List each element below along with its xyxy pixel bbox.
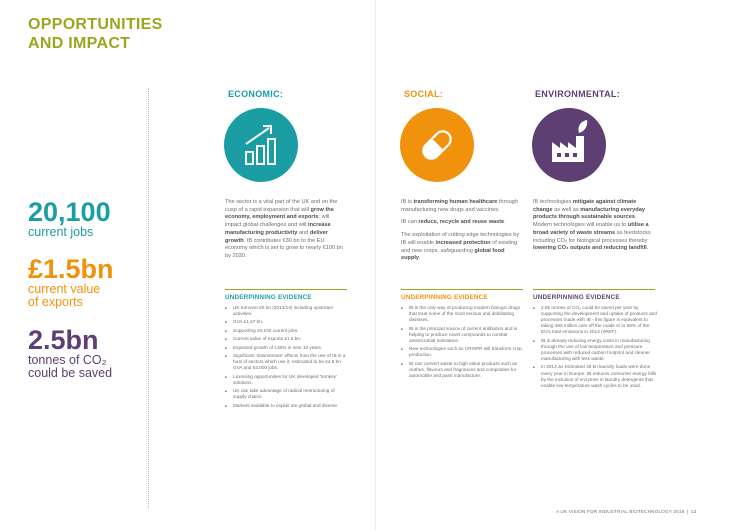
social-evidence-list	[401, 305, 523, 381]
list-item: ■ Licensing opportunities for UK developed 'turnkey' solutions.	[225, 374, 347, 386]
page-footer	[556, 509, 696, 514]
economic-evidence-heading: UNDERPINNING EVIDENCE	[225, 294, 312, 301]
text-run: and	[297, 229, 310, 236]
stat-exports-label-line-2: of exports	[28, 295, 83, 309]
footer-text: A UK VISION FOR INDUSTRIAL BIOTECHNOLOGY 2016	[556, 509, 685, 514]
text-run: . Modern technologies will enable us to	[533, 214, 637, 229]
economic-icon-circle	[224, 108, 298, 182]
list-item: ■ IB is the principal source of current antibiotics and is helping to produce novel compounds to combat antimicrobial resistance.	[401, 326, 523, 344]
social-evidence-heading: UNDERPINNING EVIDENCE	[401, 294, 488, 301]
bold-phrase: reduce, recycle and reuse waste	[418, 219, 505, 226]
environmental-evidence-heading: UNDERPINNING EVIDENCE	[533, 294, 620, 301]
environmental-icon-circle	[532, 108, 606, 182]
page-number: 13	[690, 509, 697, 514]
stat-co2-label-line-2: could be saved	[28, 366, 113, 380]
bold-phrase: utilise a broad variety of waste streams	[533, 222, 649, 236]
bold-phrase: lowering CO₂ outputs and reducing landfill	[533, 245, 647, 252]
page-title-line-1: OPPORTUNITIES	[28, 16, 163, 33]
bold-phrase: increase manufacturing productivity	[225, 222, 331, 236]
list-item: ■ Significant 'downstream' effects from the use of IB in a host of sectors which use it, estimated to be £4.5 bn GVA and 63,000 jobs.	[225, 353, 347, 371]
text-run: ; will impact global challenges and will	[225, 214, 330, 229]
text-run: through manufacturing new drugs and vaccines.	[401, 199, 518, 213]
stats-divider	[148, 88, 149, 508]
bold-phrase: grow the economy, employment and exports	[225, 206, 334, 221]
economic-evidence-rule	[225, 289, 347, 290]
list-item: ■ Current value of exports £1.5 bn.	[225, 336, 347, 342]
bold-phrase: deliver growth	[225, 229, 328, 244]
text-run: The sector is a vital part of the UK and on the cusp of a rapid expansion that will	[225, 199, 338, 213]
social-heading: SOCIAL:	[404, 89, 444, 99]
stat-exports	[28, 255, 114, 309]
page-title	[28, 15, 163, 53]
list-item: ■ IB can convert waste to high value products such as clothes, flavours and fragrances and composites for automobile and paint manufacture.	[401, 361, 523, 379]
list-item: ■ IB is already reducing energy costs in manufacturing through the use of low temperature and pressure processes with reduced carbon footprint and cleaner manufacturing with less waste.	[533, 338, 657, 362]
list-item: ■ IB is the only way of producing modern biologic drugs that treat some of the most serious and debilitating diseases.	[401, 305, 523, 323]
bold-phrase: global food supply	[401, 247, 505, 262]
economic-evidence-list	[225, 305, 347, 411]
economic-paragraph	[225, 199, 343, 266]
page-spread-divider	[375, 0, 376, 530]
social-icon-circle	[400, 108, 474, 182]
stat-co2	[28, 326, 112, 380]
text-run: .	[504, 219, 506, 226]
stat-exports-value: £1.5bn	[28, 254, 114, 284]
text-run: The exploitation of cutting edge technologies by IB will enable	[401, 232, 520, 246]
page-title-line-2: AND IMPACT	[28, 35, 131, 52]
capsule-pill-icon	[400, 108, 474, 182]
stat-jobs-label: current jobs	[28, 225, 94, 239]
text-run: . IB contributes €30 bn to the EU economy which is set to grow to nearly €100 bn by 2030.	[225, 237, 343, 259]
stat-co2-label-line-1: tonnes of CO₂	[28, 353, 107, 367]
list-item: ■ Markets available to exploit are global and diverse.	[225, 403, 347, 409]
bold-phrase: manufacturing everyday products through sustainable sources	[533, 206, 645, 221]
list-item: ■ Supporting 20,100 current jobs.	[225, 328, 347, 334]
environmental-evidence-list	[533, 305, 657, 391]
list-item: ■ UK turnover £5 bn (2013/14) including upstream activities.	[225, 305, 347, 317]
bold-phrase: increased protection	[435, 239, 491, 246]
text-run: IB is	[401, 199, 414, 205]
list-item: ■ 2.5b tonnes of CO₂ could be saved per year by supporting the development and uptake of products and processes made with IB - this figure is equivalent to taking 490 million cars off the roads or to 68% of the EU's total emissions in 2013 (WWF).	[533, 305, 657, 335]
list-item: ■ Expected growth of 130% in next 10 years.	[225, 345, 347, 351]
stat-exports-label-line-1: current value	[28, 282, 101, 296]
social-evidence-rule	[401, 289, 523, 290]
text-run: as feedstocks including CO₂ for biological processes thereby	[533, 229, 651, 244]
list-item: ■ GVA £1,57 bn.	[225, 319, 347, 325]
list-item: ■ New technologies such as CRISPR will transform crop production.	[401, 346, 523, 358]
social-paragraphs	[401, 199, 521, 268]
text-run: of existing and new crops, safeguarding	[401, 239, 518, 254]
list-item: ■ In 2013 an estimated 36 bn laundry loads were done every year in Europe. IB reduces consumer energy bills by the inclusion of enzymes in laundry detergents that enable low temperature wash cycles to be used.	[533, 364, 657, 388]
factory-leaf-icon	[532, 108, 606, 182]
environmental-paragraph	[533, 199, 655, 258]
text-run: IB technologies	[533, 199, 573, 205]
footer-separator: |	[686, 509, 689, 514]
list-item: ■ UK can take advantage of radical restructuring of supply chains.	[225, 388, 347, 400]
stat-jobs	[28, 198, 111, 239]
bar-chart-growth-arrow-icon	[224, 108, 298, 182]
text-run: .	[646, 245, 649, 252]
text-run: .	[419, 255, 421, 262]
text-run: IB can	[401, 219, 419, 226]
bold-phrase: mitigate against climate change	[533, 199, 637, 213]
environmental-heading: ENVIRONMENTAL:	[535, 89, 621, 99]
environmental-evidence-rule	[533, 289, 655, 290]
text-run: as well as	[552, 206, 581, 213]
bold-phrase: transforming human healthcare	[413, 199, 498, 205]
stat-jobs-value: 20,100	[28, 197, 111, 227]
stat-co2-value: 2.5bn	[28, 325, 99, 355]
economic-heading: ECONOMIC:	[228, 89, 284, 99]
